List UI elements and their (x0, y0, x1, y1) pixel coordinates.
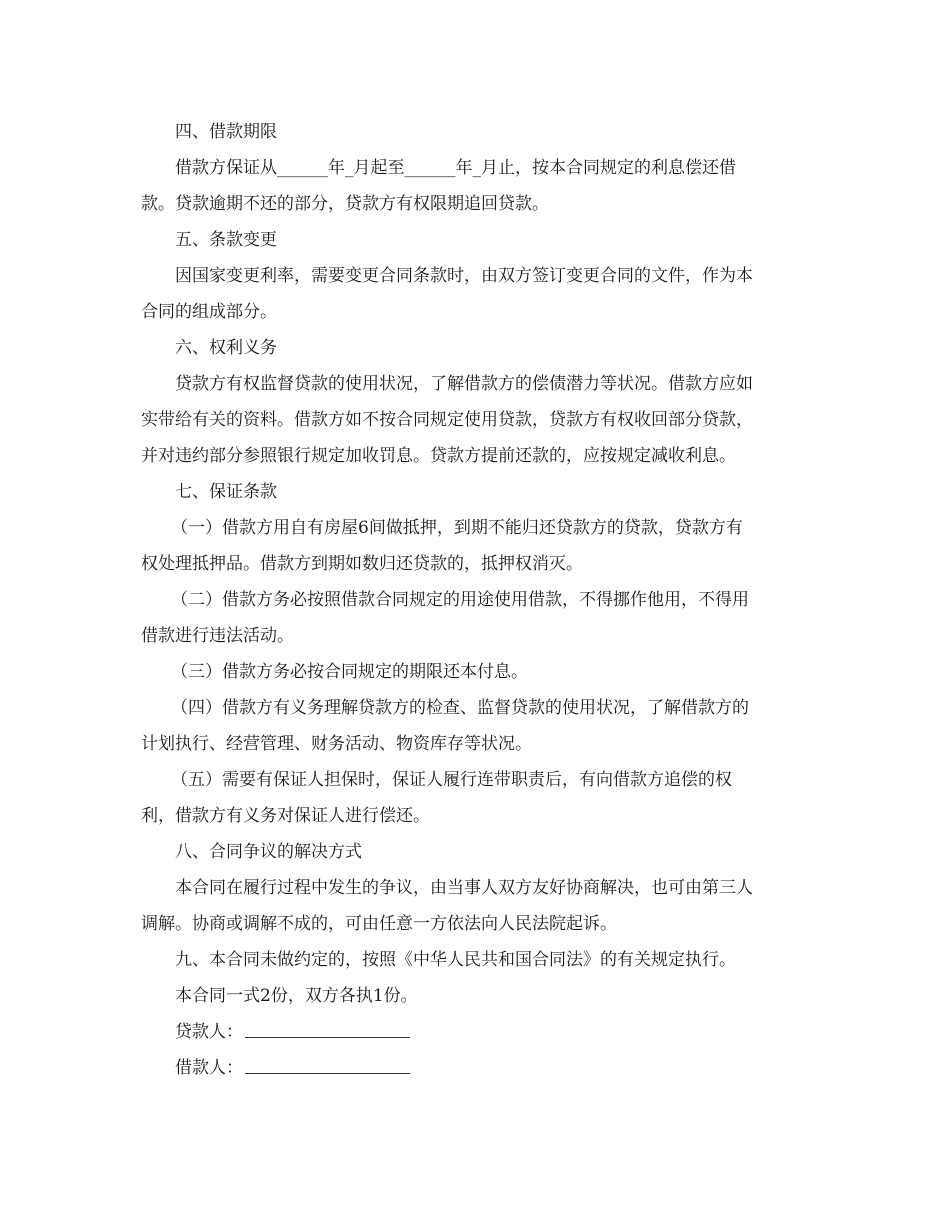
text-line: 权处理抵押品。借款方到期如数归还贷款的，抵押权消灭。 (141, 554, 583, 574)
text-line: 六、权利义务 (175, 338, 277, 358)
text-line: 实带给有关的资料。借款方如不按合同规定使用贷款，贷款方有权收回部分贷款， (141, 410, 753, 430)
text-line: 利，借款方有义务对保证人进行偿还。 (141, 806, 430, 826)
lender-label: 贷款人： (175, 1022, 243, 1042)
contract-body (141, 114, 813, 1086)
text-line: 八、合同争议的解决方式 (175, 842, 362, 862)
lender-signature-line (245, 1037, 410, 1038)
text-line: 借款进行违法活动。 (141, 626, 294, 646)
contract-text (141, 114, 813, 1014)
text-line: 九、本合同未做约定的，按照《中华人民共和国合同法》的有关规定执行。 (175, 950, 736, 970)
lender-signature-row (141, 1014, 813, 1050)
text-line: （四）借款方有义务理解贷款方的检查、监督贷款的使用状况，了解借款方的 (171, 698, 749, 718)
borrower-signature-row (141, 1050, 813, 1086)
text-line: 因国家变更利率，需要变更合同条款时，由双方签订变更合同的文件，作为本 (175, 266, 753, 286)
borrower-signature-line (245, 1073, 410, 1074)
text-line: 款。贷款逾期不还的部分，贷款方有权限期追回贷款。 (141, 194, 549, 214)
text-line: 贷款方有权监督贷款的使用状况，了解借款方的偿债潜力等状况。借款方应如 (175, 374, 753, 394)
text-line: 合同的组成部分。 (141, 302, 277, 322)
text-line: （一）借款方用自有房屋6间做抵押，到期不能归还贷款方的贷款，贷款方有 (171, 518, 743, 538)
text-line: 本合同一式2份，双方各执1份。 (175, 986, 418, 1006)
text-line: 计划执行、经营管理、财务活动、物资库存等状况。 (141, 734, 532, 754)
text-line: （三）借款方务必按合同规定的期限还本付息。 (171, 662, 528, 682)
text-line: 本合同在履行过程中发生的争议，由当事人双方友好协商解决，也可由第三人 (175, 878, 753, 898)
text-line: 并对违约部分参照银行规定加收罚息。贷款方提前还款的，应按规定减收利息。 (141, 446, 736, 466)
text-line: 四、借款期限 (175, 122, 277, 142)
text-line: 七、保证条款 (175, 482, 277, 502)
text-line: 五、条款变更 (175, 230, 277, 250)
text-line: （二）借款方务必按照借款合同规定的用途使用借款，不得挪作他用，不得用 (171, 590, 749, 610)
text-line: 借款方保证从______年_月起至______年_月止，按本合同规定的利息偿还借 (175, 158, 736, 178)
borrower-label: 借款人： (175, 1058, 243, 1078)
text-line: （五）需要有保证人担保时，保证人履行连带职责后，有向借款方追偿的权 (171, 770, 732, 790)
text-line: 调解。协商或调解不成的，可由任意一方依法向人民法院起诉。 (141, 914, 617, 934)
